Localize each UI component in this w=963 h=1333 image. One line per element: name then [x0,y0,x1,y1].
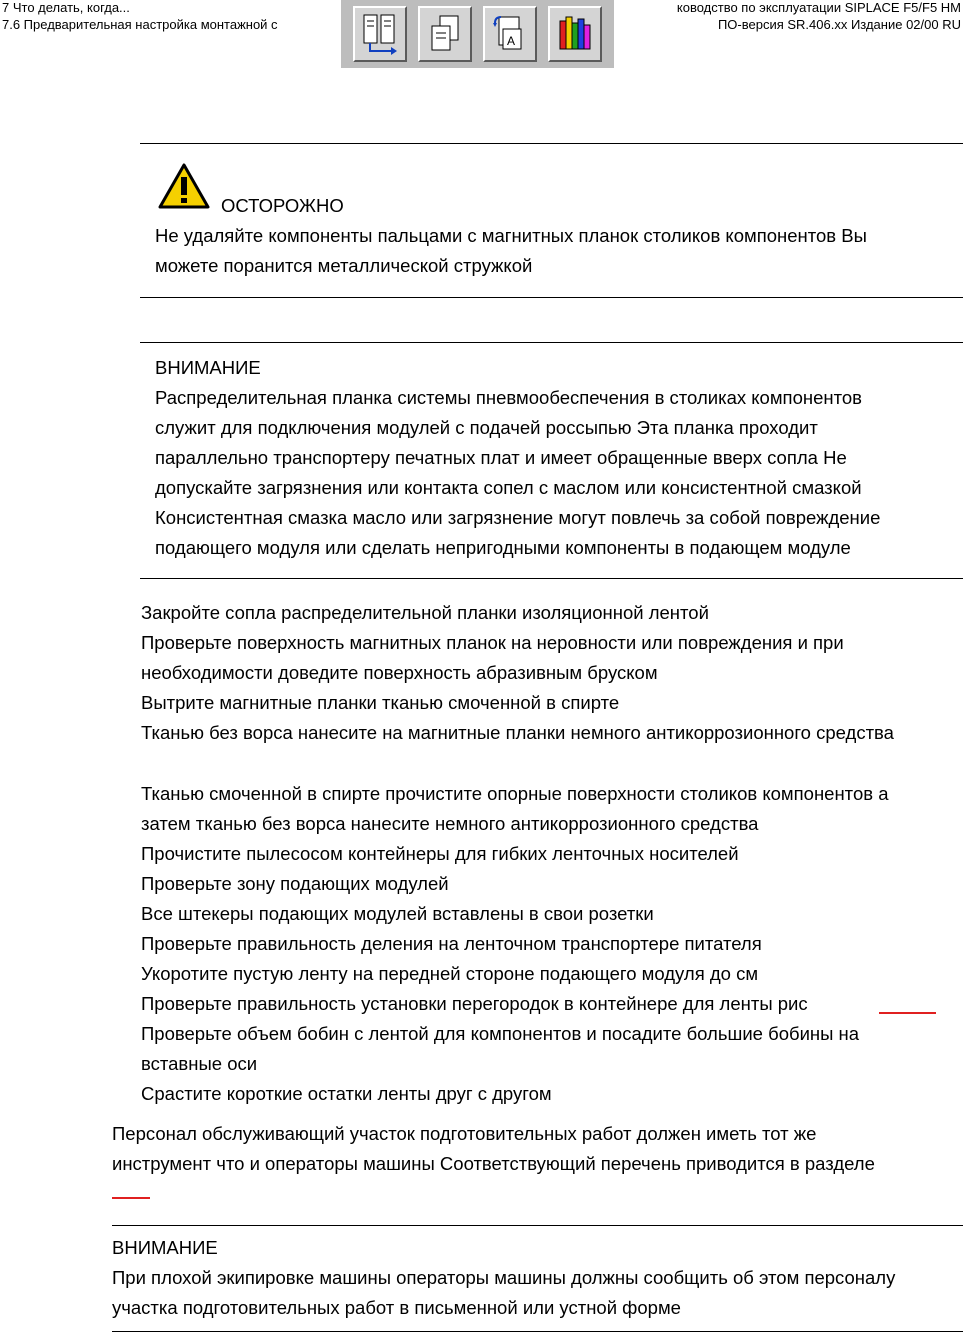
personnel-paragraph-line: инструмент что и операторы машины Соответствующий перечень приводится в разделе [112,1153,875,1174]
attention2-bottom-divider [112,1331,963,1332]
section-reference-link[interactable] [112,1197,150,1199]
attention-title: ВНИМАНИЕ [155,357,261,378]
step-line: Тканью смоченной в спирте прочистите опорные поверхности столиков компонентов а [141,783,889,804]
caution-top-divider [140,143,963,144]
books-icon [556,13,594,55]
copy-pages-button[interactable] [418,6,472,62]
attention-top-divider [140,342,963,343]
attention2-line: участка подготовительных работ в письменной или устной форме [112,1297,681,1318]
page-letter-button[interactable] [483,6,537,62]
step-line: Закройте сопла распределительной планки изоляционной лентой [141,602,709,623]
attention2-line: При плохой экипировке машины операторы машины должны сообщить об этом персоналу [112,1267,896,1288]
step-line: Тканью без ворса нанесите на магнитные планки немного антикоррозионного средства [141,722,894,743]
attention-line: параллельно транспортеру печатных плат и имеет обращенные вверх сопла Не [155,447,847,468]
step-line: Укоротите пустую ленту на передней стороне подающего модуля до см [141,963,759,984]
step-line: Проверьте правильность установки перегородок в контейнере для ленты рис [141,993,808,1014]
step-line: Проверьте правильность деления на ленточном транспортере питателя [141,933,762,954]
step-line: Срастите короткие остатки ленты друг с другом [141,1083,552,1104]
warning-triangle-icon [158,163,210,209]
toolbar [341,0,614,68]
attention-line: Консистентная смазка масло или загрязнение могут повлечь за собой повреждение [155,507,881,528]
caution-line: можете поранится металлической стружкой [155,255,533,276]
attention2-top-divider [112,1225,963,1226]
attention-line: подающего модуля или сделать непригодными компоненты в подающем модуле [155,537,851,558]
attention2-title: ВНИМАНИЕ [112,1237,218,1258]
page-layout-arrow-icon [361,13,399,55]
svg-text:A: A [507,34,516,48]
step-line: Проверьте поверхность магнитных планок на неровности или повреждения и при [141,632,844,653]
header-chapter: 7 Что делать, когда... [2,0,130,15]
caution-line: Не удаляйте компоненты пальцами с магнитных планок столиков компонентов Вы [155,225,867,246]
page-layout-button[interactable] [353,6,407,62]
header-version: ПО-версия SR.406.xx Издание 02/00 RU [717,17,961,32]
attention-line: допускайте загрязнения или контакта сопел с маслом или консистентной смазкой [155,477,862,498]
step-line: вставные оси [141,1053,258,1074]
step-line: Прочистите пылесосом контейнеры для гибких ленточных носителей [141,843,739,864]
caution-title: ОСТОРОЖНО [221,195,344,216]
library-button[interactable] [548,6,602,62]
step-line: Проверьте зону подающих модулей [141,873,449,894]
step-line: Проверьте объем бобин с лентой для компонентов и посадите большие бобины на [141,1023,860,1044]
step-line: необходимости доведите поверхность абразивным бруском [141,662,658,683]
copy-pages-icon [426,13,464,55]
header-section: 7.6 Предварительная настройка монтажной с [2,17,278,32]
step-line: Вытрите магнитные планки тканью смоченной в спирте [141,692,620,713]
step-line: Все штекеры подающих модулей вставлены в свои розетки [141,903,654,924]
personnel-paragraph-line: Персонал обслуживающий участок подготовительных работ должен иметь тот же [112,1123,817,1144]
header-manual-title: ководство по эксплуатации SIPLACE F5/F5 HM [676,0,961,15]
attention-line: служит для подключения модулей с подачей россыпью Эта планка проходит [155,417,818,438]
figure-reference-link[interactable] [879,1012,936,1014]
step-line: затем тканью без ворса нанесите немного антикоррозионного средства [141,813,759,834]
attention-bottom-divider [140,578,963,579]
attention-line: Распределительная планка системы пневмообеспечения в столиках компонентов [155,387,862,408]
page-with-letter-a-icon [491,13,529,55]
caution-bottom-divider [140,297,963,298]
